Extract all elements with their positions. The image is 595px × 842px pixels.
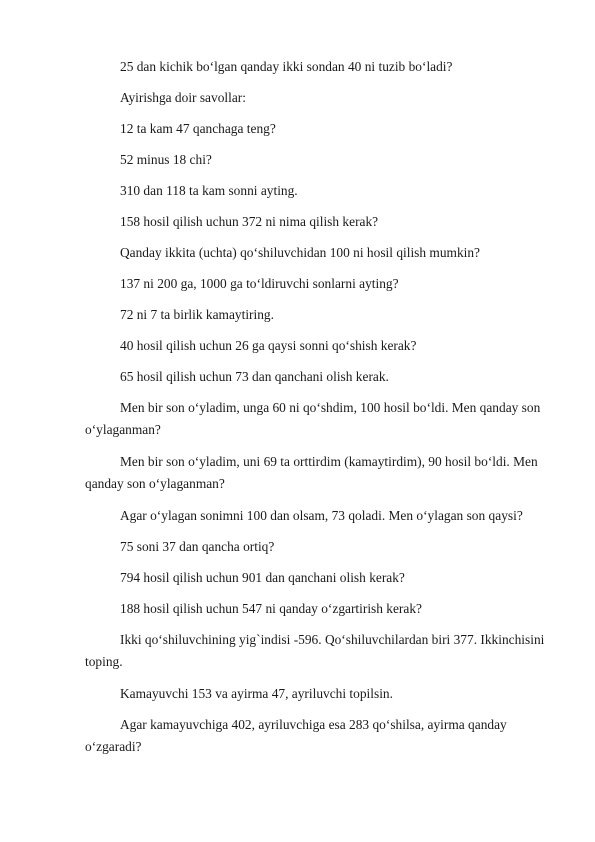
paragraph-17: 188 hosil qilish uchun 547 ni qanday o‘zgartirish kerak? — [120, 601, 422, 616]
paragraph-7: Qanday ikkita (uchta) qo‘shiluvchidan 100 ni hosil qilish mumkin? — [120, 245, 481, 260]
paragraph-3: 12 ta kam 47 qanchaga teng? — [120, 121, 276, 136]
paragraph-4: 52 minus 18 chi? — [120, 152, 212, 167]
paragraph-14: Agar o‘ylagan sonimni 100 dan olsam, 73 qoladi. Men o‘ylagan son qaysi? — [120, 508, 523, 523]
paragraph-9: 72 ni 7 ta birlik kamaytiring. — [120, 307, 274, 322]
paragraph-10: 40 hosil qilish uchun 26 ga qaysi sonni qo‘shish kerak? — [120, 338, 417, 353]
paragraph-18: Ikki qo‘shiluvchining yig`indisi -596. Qo‘shiluvchilardan biri 377. Ikkinchisini toping. — [85, 632, 545, 669]
paragraph-2: Ayirishga doir savollar: — [120, 90, 246, 105]
paragraph-19: Kamayuvchi 153 va ayirma 47, ayriluvchi topilsin. — [120, 686, 393, 701]
paragraph-11: 65 hosil qilish uchun 73 dan qanchani olish kerak. — [120, 369, 389, 384]
paragraph-16: 794 hosil qilish uchun 901 dan qanchani olish kerak? — [120, 570, 405, 585]
paragraph-6: 158 hosil qilish uchun 372 ni nima qilish kerak? — [120, 214, 379, 229]
paragraph-12: Men bir son o‘yladim, unga 60 ni qo‘shdim, 100 hosil bo‘ldi. Men qanday son o‘ylaganman? — [85, 400, 541, 437]
paragraph-8: 137 ni 200 ga, 1000 ga to‘ldiruvchi sonlarni ayting? — [120, 276, 399, 291]
paragraph-15: 75 soni 37 dan qancha ortiq? — [120, 539, 275, 554]
paragraph-5: 310 dan 118 ta kam sonni ayting. — [120, 183, 298, 198]
paragraph-1: 25 dan kichik bo‘lgan qanday ikki sondan 40 ni tuzib bo‘ladi? — [120, 59, 453, 74]
paragraph-20: Agar kamayuvchiga 402, ayriluvchiga esa 283 qo‘shilsa, ayirma qanday o‘zgaradi? — [85, 717, 507, 754]
paragraph-13: Men bir son o‘yladim, uni 69 ta orttirdim (kamaytirdim), 90 hosil bo‘ldi. Men qanday son o‘ylaganman? — [85, 454, 538, 491]
